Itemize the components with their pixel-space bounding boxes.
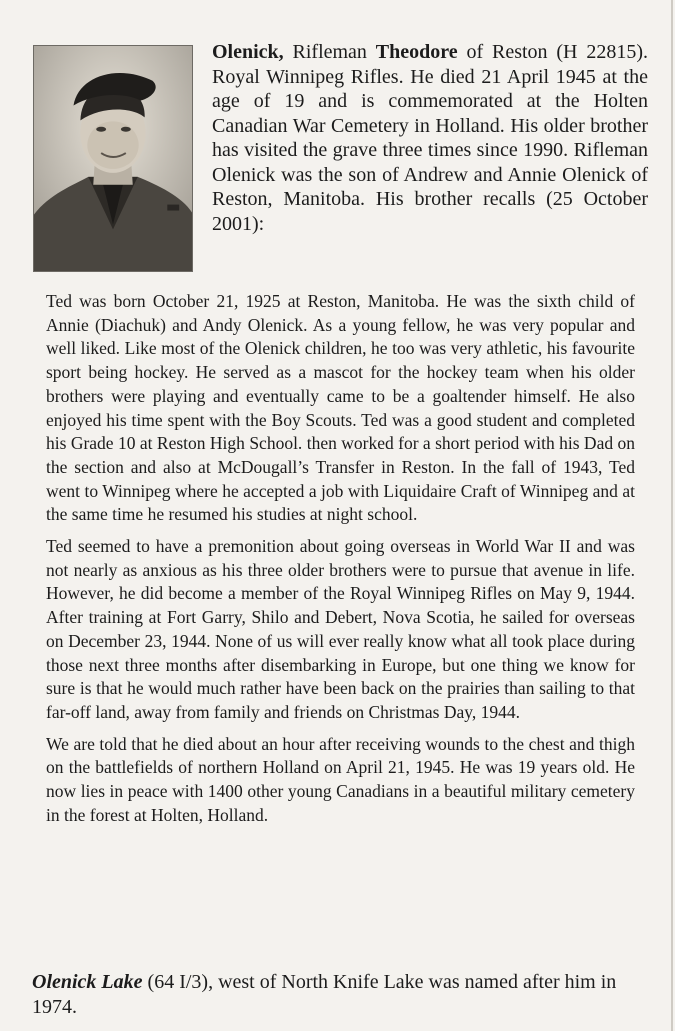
lake-name: Olenick Lake (32, 971, 143, 993)
entry-intro-text: of Reston (H 22815). Royal Winnipeg Rifles. He died 21 April 1945 at the age of 19 and is commemorated at the Holten Canadian War Cemetery in Holland. His older brother has visited the grave three times since 1990. Rifleman Olenick was the son of Andrew and Annie Olenick of Reston, Manitoba. His brother recalls (25 October 2001): (212, 41, 648, 235)
entry-surname: Olenick, (212, 41, 284, 63)
soldier-portrait-icon (34, 46, 192, 271)
entry-intro (212, 40, 648, 236)
portrait-photo (33, 45, 193, 272)
page-edge (671, 0, 673, 1031)
brother-recollection (46, 290, 635, 835)
memoir-paragraph: We are told that he died about an hour after receiving wounds to the chest and thigh on the battlefields of northern Holland on April 21, 1945. He was 19 years old. He now lies in peace with 1400 other young Canadians in a beautiful military cemetery in the forest at Holten, Holland. (46, 733, 635, 825)
lake-text: (64 I/3), west of North Knife Lake was named after him in 1974. (32, 971, 617, 1018)
memoir-paragraph: Ted was born October 21, 1925 at Reston, Manitoba. He was the sixth child of Annie (Diachuk) and Andy Olenick. As a young fellow, he was very popular and well liked. Like most of the Olenick children, he too was very athletic, his favourite sport being hockey. He served as a mascot for the hockey team when his older brothers were playing and eventually came to be a goaltender himself. He also enjoyed his time spent with the Boy Scouts. Ted was a good student and completed his Grade 10 at Reston High School. then worked for a short period with his Dad on the section and also at McDougall’s Transfer in Reston. In the fall of 1943, Ted went to Winnipeg where he accepted a job with Liquidaire Craft of Winnipeg and at the same time he resumed his studies at night school. (46, 291, 635, 525)
entry-given-name: Theodore (375, 41, 458, 63)
lake-naming-note (32, 970, 647, 1020)
memoir-paragraph: Ted seemed to have a premonition about going overseas in World War II and was not nearly as anxious as his three older brothers were to pursue that avenue in life. However, he did become a member of the Royal Winnipeg Rifles on May 9, 1944. After training at Fort Garry, Shilo and Debert, Nova Scotia, he sailed for overseas on December 23, 1944. None of us will ever really know what all took place during those next three months after disembarking in Europe, but one thing we know for sure is that he would much rather have been back on the prairies than sailing to that far-off land, away from family and friends on Christmas Day, 1944. (46, 536, 635, 722)
entry-rank: Rifleman (283, 41, 376, 63)
